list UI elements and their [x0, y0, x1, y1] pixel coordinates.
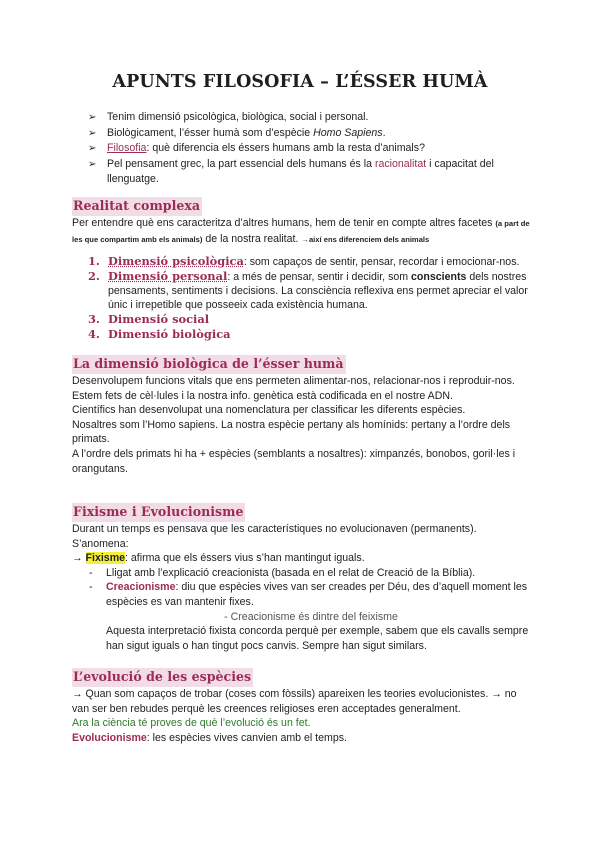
list-item: - Creacionisme: diu que espècies vives van ser creades per Déu, des d’aquell moment les espècies es van mantenir fixes.	[89, 581, 528, 608]
arrow-bullet-icon: ➢	[88, 158, 97, 170]
bullet-item: ➢ Tenim dimensió psicològica, biològica, social i personal.	[88, 110, 528, 126]
arrow-bullet-icon: ➢	[88, 112, 97, 123]
filosofia-link[interactable]: Filosofia	[107, 142, 147, 154]
list-item: 3. Dimensió social	[88, 312, 210, 326]
arrow-bullet-icon: ➢	[88, 127, 97, 139]
list-item: 1. Dimensió psicològica: som capaços de sentir, pensar, recordar i emocionar-nos.	[88, 254, 520, 268]
heading-fixisme: Fixisme i Evolucionisme	[72, 503, 245, 522]
list-item: 4. Dimensió biològica	[88, 327, 231, 341]
bullet-item: ➢ Biològicament, l’ésser humà som d’espècie Homo Sapiens.	[88, 126, 528, 142]
heading-dimensio-biologica: La dimensió biològica de l’ésser humà	[72, 355, 346, 374]
list-item: - Lligat amb l’explicació creacionista (basada en el relat de Creació de la Bíblia).	[89, 566, 476, 579]
realitat-intro: Per entendre què ens caracteritza d’altres humans, hem de tenir en compte altres facetes (a part de les que compartim amb els animals) de la nostra realitat. →així ens diferenciem dels animals	[72, 217, 530, 245]
heading-realitat-complexa: Realitat complexa	[72, 197, 202, 216]
fixisme-text: Durant un temps es pensava que les característiques no evolucionaven (permanents). S’anomena: → Fixisme: afirma que els éssers vius s’han mantingut iguals. - Lligat amb l’explicació creacionista (basada en el relat de Creació de la Bíblia). - Creacionisme: diu que espècies vives van ser creades per Déu, des d’aquell moment les espècies es van mantenir fixes. - Creacionisme és dintre del feixisme Aquesta interpretació fixista concorda perquè per exemple, sabem que els cavalls sempre han sigut iguals o han tingut pocs canvis. Sempre han sigut similars.	[72, 523, 529, 652]
bullet-item: ➢ Filosofia: què diferencia els éssers humans amb la resta d’animals?	[88, 141, 528, 157]
creacionisme-note: - Creacionisme és dintre del feixisme	[224, 610, 398, 623]
heading-evolucio: L’evolució de les espècies	[72, 668, 253, 687]
dimensions-list	[88, 254, 528, 342]
bullet-item: ➢ Pel pensament grec, la part essencial dels humans és la racionalitat i capacitat del llenguatge.	[88, 157, 494, 185]
arrow-bullet-icon: ➢	[88, 143, 97, 154]
intro-bullet-list	[88, 110, 528, 188]
list-item: 2. Dimensió personal: a més de pensar, sentir i decidir, som conscients dels nostres pensaments, sentiments i decisions. La consciència reflexiva ens permet apreciar el valor únic i irrepetible que posseeix cada existència humana.	[88, 269, 528, 311]
fixisme-definition: → Fixisme: afirma que els éssers vius s’han mantingut iguals.	[72, 552, 365, 565]
document-title: APUNTS FILOSOFIA – L’ÉSSER HUMÀ	[112, 72, 488, 92]
evolucio-text: → Quan som capaços de trobar (coses com fòssils) apareixen les teories evolucionistes. → no van ser ben rebudes perquè les creences religioses eren acceptades generalment. Ara la ciència té proves de què l’evolució és un fet. Evolucionisme: les espècies vives canvien amb el temps.	[72, 688, 517, 744]
biologica-text: Desenvolupem funcions vitals que ens permeten alimentar-nos, relacionar-nos i reproduir-nos. Estem fets de cèl·lules i la nostra info. genètica està codificada en el nostre ADN. Científics han desenvolupat una nomenclatura per classificar les diferents espècies. Nosaltres som l’Homo sapiens. La nostra espècie pertany als homínids: pertany a l’ordre dels primats. A l’ordre dels primats hi ha + espècies (semblants a nosaltres): ximpanzés, bonobos, goril·les i orangutans.	[72, 375, 516, 475]
